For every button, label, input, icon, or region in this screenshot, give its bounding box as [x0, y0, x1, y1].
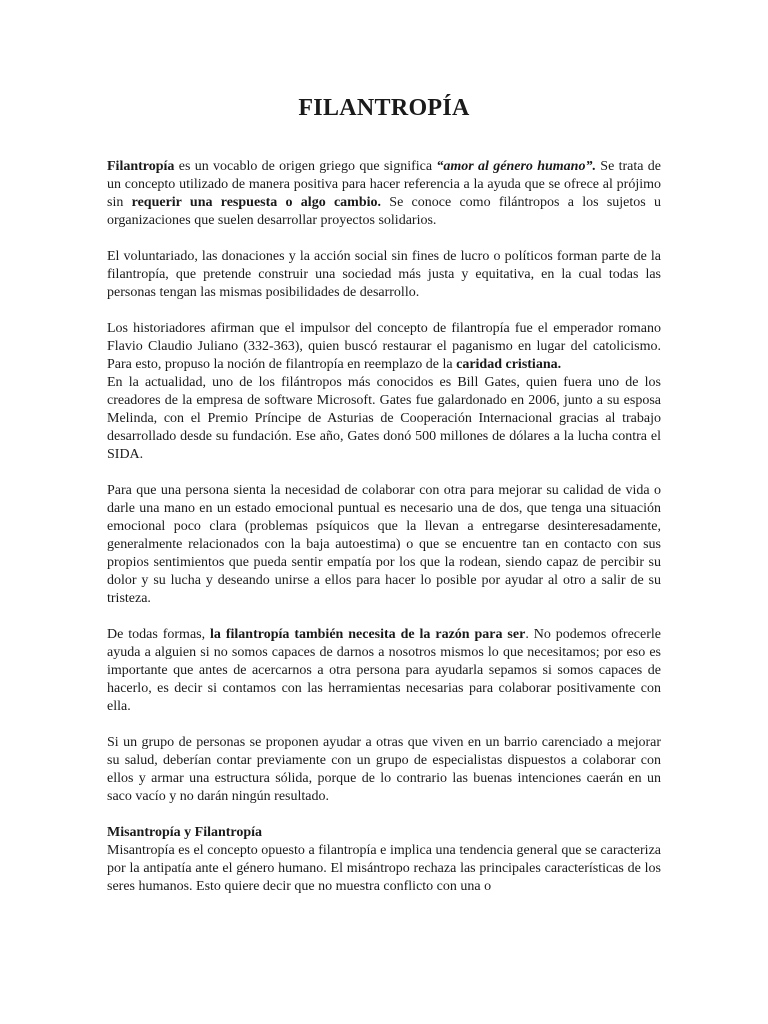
- paragraph-historiadores: Los historiadores afirman que el impulsor del concepto de filantropía fue el emperador romano Flavio Claudio Juliano (332-363), quien buscó restaurar el paganismo en lugar del catolicismo. Para esto, propuso la noción de filantropía en reemplazo de la caridad cristiana.: [107, 321, 661, 372]
- term-filantropia: Filantropía: [107, 159, 175, 174]
- paragraph-voluntariado: El voluntariado, las donaciones y la acción social sin fines de lucro o políticos forman parte de la filantropía, que pretende construir una sociedad más justa y equitativa, en la cual todas las personas tengan las mismas posibilidades de desarrollo.: [107, 249, 661, 300]
- section-subheading: Misantropía y Filantropía: [107, 825, 263, 840]
- bold-razon: la filantropía también necesita de la razón para ser: [210, 627, 526, 642]
- paragraph-razon: De todas formas, la filantropía también necesita de la razón para ser. No podemos ofrecerle ayuda a alguien si no somos capaces de darnos a nosotros mismos lo que necesitamos; por eso es importante que antes de acercarnos a otra persona para ayudarla sepamos si somos capaces de hacerlo, es decir si contamos con las herramientas necesarias para colaborar positivamente con ella.: [107, 627, 661, 714]
- bold-phrase: requerir una respuesta o algo cambio.: [131, 195, 382, 210]
- paragraph-bill-gates: En la actualidad, uno de los filántropos más conocidos es Bill Gates, quien fuera uno de los creadores de la empresa de software Microsoft. Gates fue galardonado en 2006, junto a su esposa Melinda, con el Premio Príncipe de Asturias de Cooperación Internacional gracias al trabajo desarrollado desde su fundación. Ese año, Gates donó 500 millones de dólares a la lucha contra el SIDA.: [107, 375, 661, 462]
- paragraph-barrio: Si un grupo de personas se proponen ayudar a otras que viven en un barrio carenciado a mejorar su salud, deberían contar previamente con un grupo de especialistas dispuestos a colaborar con ellos y armar una estructura sólida, porque de lo contrario las buenas intenciones caerán en un saco vacío y no darán ningún resultado.: [107, 735, 661, 804]
- definition-quote: “amor al género humano”.: [436, 159, 596, 174]
- paragraph-misantropia: Misantropía es el concepto opuesto a filantropía e implica una tendencia general que se caracteriza por la antipatía ante el género humano. El misántropo rechaza las principales características de los seres humanos. Esto quiere decir que no muestra conflicto con una o: [107, 843, 661, 894]
- document-title: FILANTROPÍA: [298, 95, 470, 121]
- bold-caridad: caridad cristiana.: [456, 357, 562, 372]
- paragraph-definition: Filantropía es un vocablo de origen griego que significa “amor al género humano”. Se trata de un concepto utilizado de manera positiva para hacer referencia a la ayuda que se ofrece al prójimo sin requerir una respuesta o algo cambio. Se conoce como filántropos a los sujetos u organizaciones que suelen desarrollar proyectos solidarios.: [107, 159, 662, 228]
- paragraph-necesidad: Para que una persona sienta la necesidad de colaborar con otra para mejorar su calidad de vida o darle una mano en un estado emocional puntual es necesario una de dos, que tenga una situación emocional poco clara (problemas psíquicos que la llevan a entregarse desinteresadamente, generalmente relacionados con la baja autoestima) o que se encuentre tan en contacto con sus propios sentimientos que pueda sentir empatía por los que la rodean, siendo capaz de percibir su dolor y su lucha y deseando unirse a ellos para hacer lo posible por ayudar al otro a salir de su tristeza.: [107, 483, 661, 606]
